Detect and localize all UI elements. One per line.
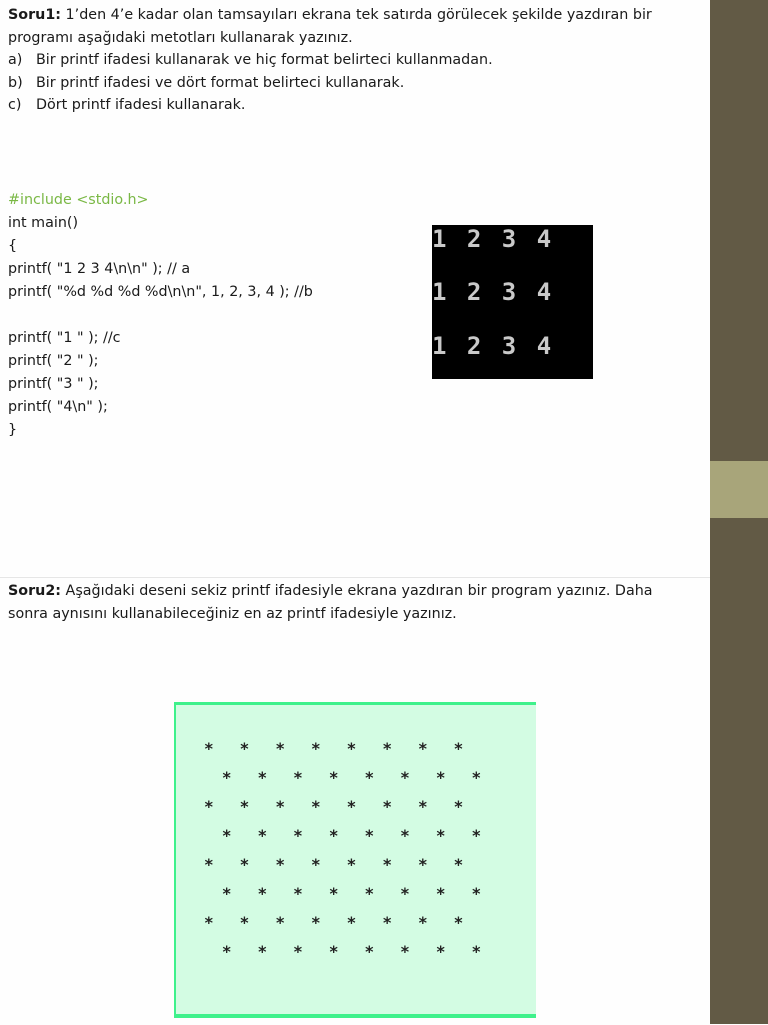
option-a: a) Bir printf ifadesi kullanarak ve hiç format belirteci kullanmadan. — [8, 52, 493, 68]
code-line: printf( "1 " ); //c — [8, 330, 121, 346]
code-line: printf( "1 2 3 4\n\n" ); // a — [8, 261, 191, 277]
code-line: } — [8, 422, 18, 438]
code-include: #include <stdio.h> — [8, 192, 149, 208]
pattern-row: * * * * * * * * — [204, 826, 490, 845]
pattern-row: * * * * * * * * — [204, 913, 472, 932]
question-1-label: Soru1: — [8, 7, 62, 23]
option-b: b) Bir printf ifadesi ve dört format belirteci kullanarak. — [8, 74, 405, 91]
pattern-row: * * * * * * * * — [204, 855, 472, 874]
code-line: printf( "%d %d %d %d\n\n", 1, 2, 3, 4 ); //b — [8, 284, 313, 300]
code-line: { — [8, 238, 18, 254]
console-output-1 — [432, 225, 593, 379]
code-line: int main() — [8, 215, 79, 231]
console-output-2 — [174, 702, 536, 1018]
code-line: printf( "2 " ); — [8, 353, 99, 369]
console-output-line: 1 2 3 4 — [432, 225, 555, 253]
question-2-line-2: sonra aynısını kullanabileceğiniz en az printf ifadesiyle yazınız. — [8, 605, 457, 622]
question-1-options — [8, 49, 493, 117]
pattern-row: * * * * * * * * — [204, 768, 490, 787]
question-2-line-1: Aşağıdaki deseni sekiz printf ifadesiyle ekrana yazdıran bir program yazınız. Daha — [61, 583, 653, 599]
pattern-row: * * * * * * * * — [204, 942, 490, 961]
question-1-line-2: programı aşağıdaki metotları kullanarak yazınız. — [8, 29, 353, 46]
code-block — [8, 189, 313, 442]
code-line: printf( "3 " ); — [8, 376, 99, 392]
code-line: printf( "4\n" ); — [8, 399, 108, 415]
question-2-label: Soru2: — [8, 583, 62, 599]
question-2-text — [8, 580, 653, 625]
pattern-row: * * * * * * * * — [204, 739, 472, 758]
slide-sidebar-accent — [710, 461, 768, 518]
question-1-text — [8, 4, 652, 49]
pattern-row: * * * * * * * * — [204, 797, 472, 816]
option-c: c) Dört printf ifadesi kullanarak. — [8, 97, 246, 113]
question-1-line-1: 1’den 4’e kadar olan tamsayıları ekrana tek satırda görülecek şekilde yazdıran bir — [61, 7, 652, 23]
console-output-line: 1 2 3 4 — [432, 278, 555, 306]
console-output-line: 1 2 3 4 — [432, 332, 555, 360]
pattern-row: * * * * * * * * — [204, 884, 490, 903]
